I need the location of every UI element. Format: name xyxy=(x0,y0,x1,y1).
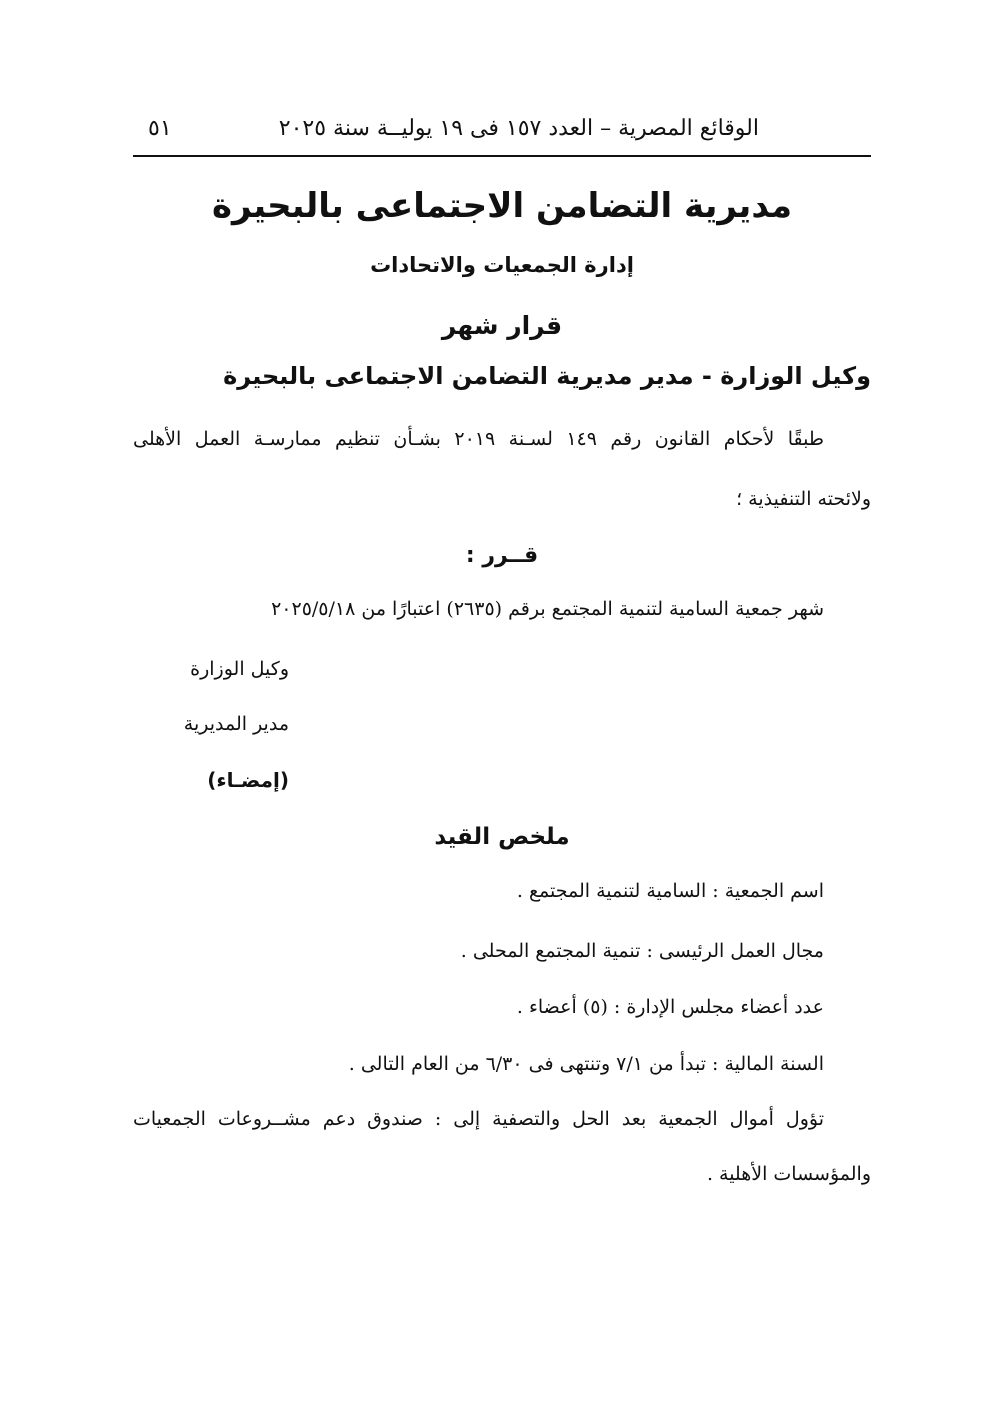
document-title: مديرية التضامن الاجتماعى بالبحيرة xyxy=(211,186,793,226)
decree-title: قرار شهر xyxy=(441,311,563,340)
summary-board-members: عدد أعضاء مجلس الإدارة : (٥) أعضاء . xyxy=(516,996,824,1018)
page-number: ٥١ xyxy=(148,116,172,141)
summary-title: ملخص القيد xyxy=(434,824,570,850)
preamble-line-2: ولائحته التنفيذية ؛ xyxy=(736,488,871,510)
decides-heading: قــرر : xyxy=(465,543,539,568)
document-subtitle: إدارة الجمعيات والاتحادات xyxy=(370,253,634,277)
summary-assets-line-1: تؤول أموال الجمعية بعد الحل والتصفية إلى : صندوق دعم مشــروعات الجمعيات xyxy=(133,1108,824,1130)
gazette-header-title: الوقائع المصرية – العدد ١٥٧ فى ١٩ يوليــة سنة ٢٠٢٥ xyxy=(278,116,759,141)
summary-association-name: اسم الجمعية : السامية لتنمية المجتمع . xyxy=(516,880,824,902)
header-rule xyxy=(133,155,871,157)
summary-field-of-work: مجال العمل الرئيسى : تنمية المجتمع المحلى . xyxy=(460,940,824,962)
summary-fiscal-year: السنة المالية : تبدأ من ٧/١ وتنتهى فى ٦/٣٠ من العام التالى . xyxy=(348,1053,824,1075)
issuer-line: وكيل الوزارة - مدير مديرية التضامن الاجتماعى بالبحيرة xyxy=(223,362,871,390)
signature-title-2: مدير المديرية xyxy=(183,713,289,735)
signature-placeholder: (إمضـاء) xyxy=(207,768,289,792)
signature-title-1: وكيل الوزارة xyxy=(190,658,289,680)
summary-assets-line-2: والمؤسسات الأهلية . xyxy=(706,1163,871,1185)
preamble-line-1: طبقًا لأحكام القانون رقم ١٤٩ لسـنة ٢٠١٩ بشـأن تنظيم ممارسـة العمل الأهلى xyxy=(133,428,825,450)
decision-text: شهر جمعية السامية لتنمية المجتمع برقم (٢٦٣٥) اعتبارًا من ٢٠٢٥/٥/١٨ xyxy=(271,598,824,620)
